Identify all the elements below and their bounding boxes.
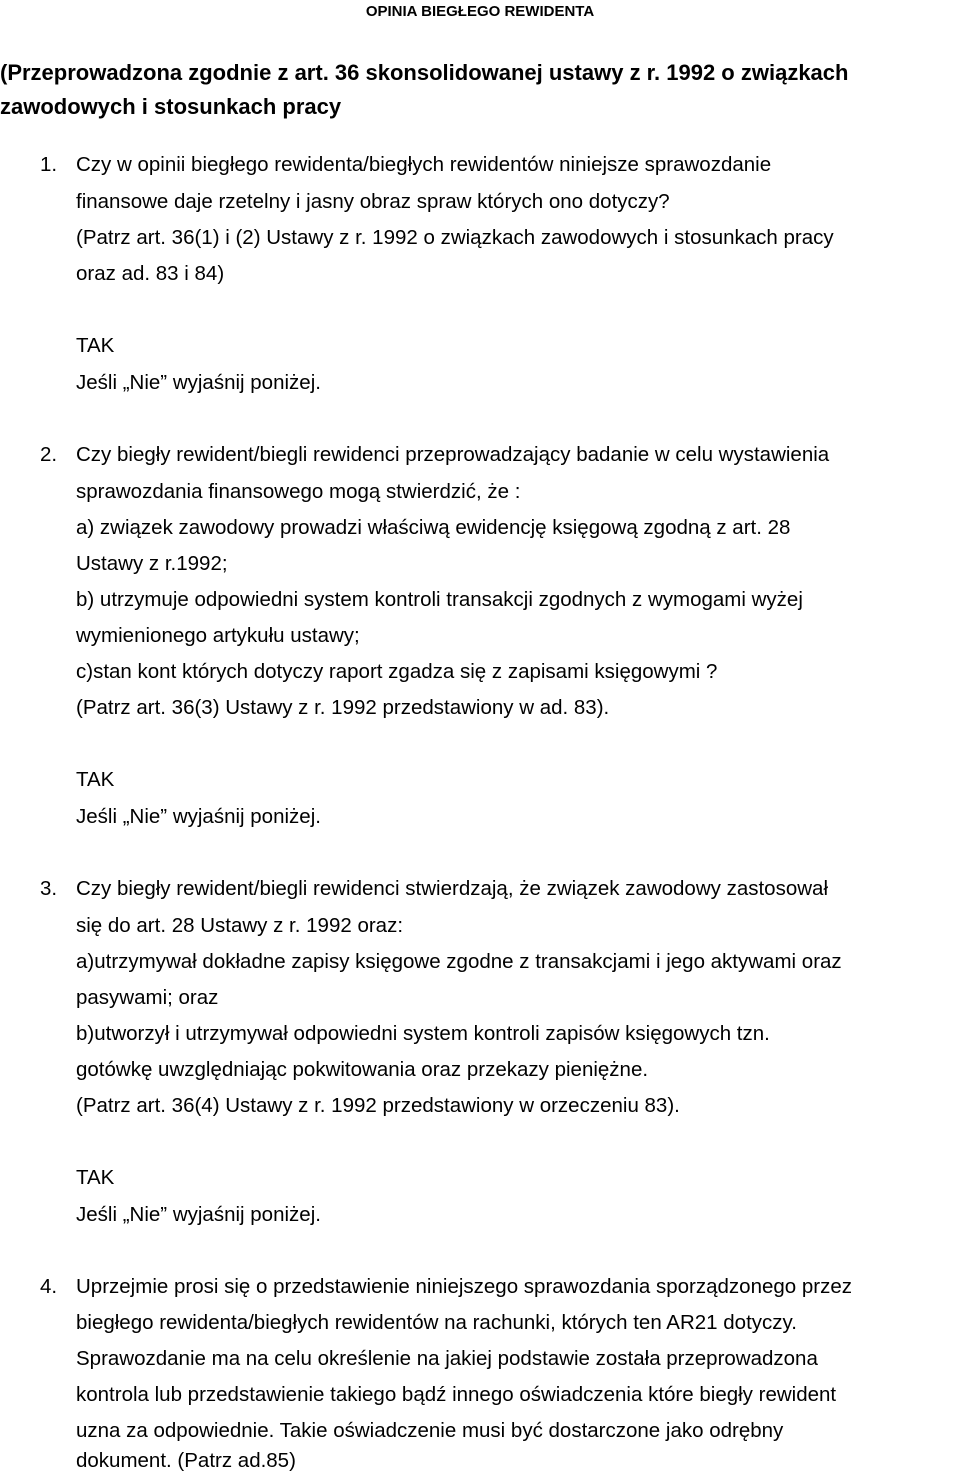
question-1-answer-no: Jeśli „Nie” wyjaśnij poniżej. bbox=[76, 371, 321, 394]
question-2-line: (Patrz art. 36(3) Ustawy z r. 1992 przedstawiony w ad. 83). bbox=[76, 696, 610, 719]
question-2-answer-no: Jeśli „Nie” wyjaśnij poniżej. bbox=[76, 805, 321, 828]
question-1-line: finansowe daje rzetelny i jasny obraz spraw których ono dotyczy? bbox=[76, 190, 670, 213]
question-3-answer-no: Jeśli „Nie” wyjaśnij poniżej. bbox=[76, 1203, 321, 1226]
question-2-answer-yes: TAK bbox=[76, 768, 115, 791]
document-title: OPINIA BIEGŁEGO REWIDENTA bbox=[365, 3, 595, 20]
question-3-line: b)utworzył i utrzymywał odpowiedni system kontroli zapisów księgowych tzn. bbox=[76, 1022, 770, 1045]
question-3-line: gotówkę uwzględniając pokwitowania oraz przekazy pieniężne. bbox=[76, 1058, 649, 1081]
question-2-line: c)stan kont których dotyczy raport zgadza się z zapisami księgowymi ? bbox=[76, 660, 718, 683]
question-4-line: Sprawozdanie ma na celu określenie na jakiej podstawie została przeprowadzona bbox=[76, 1347, 818, 1370]
question-2-number: 2. bbox=[40, 443, 58, 466]
question-2-line: Ustawy z r.1992; bbox=[76, 552, 228, 575]
question-3-line: Czy biegły rewident/biegli rewidenci stwierdzają, że związek zawodowy zastosował bbox=[76, 877, 828, 900]
subtitle-line-1: (Przeprowadzona zgodnie z art. 36 skonsolidowanej ustawy z r. 1992 o związkach bbox=[0, 60, 849, 85]
question-4-line: kontrola lub przedstawienie takiego bądź innego oświadczenia które biegły rewident bbox=[76, 1383, 837, 1406]
question-2-line: b) utrzymuje odpowiedni system kontroli transakcji zgodnych z wymogami wyżej bbox=[76, 588, 803, 611]
question-3-line: (Patrz art. 36(4) Ustawy z r. 1992 przedstawiony w orzeczeniu 83). bbox=[76, 1094, 680, 1117]
subtitle-line-2: zawodowych i stosunkach pracy bbox=[0, 94, 342, 119]
question-3-answer-yes: TAK bbox=[76, 1166, 115, 1189]
question-1-answer-yes: TAK bbox=[76, 334, 115, 357]
question-3-number: 3. bbox=[40, 877, 58, 900]
question-4-number: 4. bbox=[40, 1275, 58, 1298]
question-4-line: uzna za odpowiednie. Takie oświadczenie musi być dostarczone jako odrębny bbox=[76, 1419, 784, 1442]
question-2-line: a) związek zawodowy prowadzi właściwą ewidencję księgową zgodną z art. 28 bbox=[76, 516, 791, 539]
question-1-line: (Patrz art. 36(1) i (2) Ustawy z r. 1992 o związkach zawodowych i stosunkach pracy bbox=[76, 226, 834, 249]
question-1-line: oraz ad. 83 i 84) bbox=[76, 262, 225, 285]
question-1-line: Czy w opinii biegłego rewidenta/biegłych rewidentów niniejsze sprawozdanie bbox=[76, 153, 772, 176]
question-2-line: sprawozdania finansowego mogą stwierdzić, że : bbox=[76, 480, 521, 503]
question-3-line: pasywami; oraz bbox=[76, 986, 219, 1009]
question-3-line: się do art. 28 Ustawy z r. 1992 oraz: bbox=[76, 914, 404, 937]
question-4-line: Uprzejmie prosi się o przedstawienie niniejszego sprawozdania sporządzonego przez bbox=[76, 1275, 852, 1298]
question-2-line: Czy biegły rewident/biegli rewidenci przeprowadzający badanie w celu wystawienia bbox=[76, 443, 830, 466]
question-4-line: biegłego rewidenta/biegłych rewidentów na rachunki, których ten AR21 dotyczy. bbox=[76, 1311, 797, 1334]
question-3-line: a)utrzymywał dokładne zapisy księgowe zgodne z transakcjami i jego aktywami oraz bbox=[76, 950, 842, 973]
question-4-line: dokument. (Patrz ad.85) bbox=[76, 1449, 296, 1472]
question-2-line: wymienionego artykułu ustawy; bbox=[76, 624, 360, 647]
question-1-number: 1. bbox=[40, 153, 58, 176]
